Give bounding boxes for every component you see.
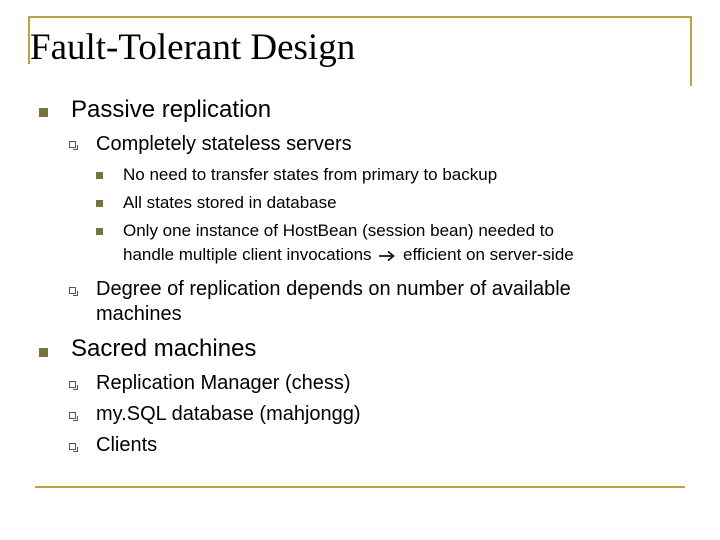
square-bullet-icon [96, 228, 103, 235]
hollow-square-bullet-icon [69, 141, 76, 148]
bullet-states-db: All states stored in database [123, 193, 337, 212]
hollow-square-bullet-icon [69, 443, 76, 450]
bullet-stateless-servers: Completely stateless servers [96, 133, 352, 155]
bullet-degree-line1: Degree of replication depends on number of available [96, 278, 571, 300]
title-frame-top [28, 16, 692, 18]
hollow-square-bullet-icon [69, 287, 76, 294]
bullet-passive-replication: Passive replication [71, 96, 272, 123]
slide-title: Fault-Tolerant Design [30, 27, 356, 68]
bullet-replication-manager: Replication Manager (chess) [96, 372, 351, 394]
bullet-no-transfer: No need to transfer states from primary to backup [123, 165, 498, 184]
hollow-square-bullet-icon [69, 381, 76, 388]
bullet-mysql: my.SQL database (mahjongg) [96, 403, 361, 425]
bullet-hostbean-cont [123, 244, 574, 266]
bullet-sacred-machines: Sacred machines [71, 335, 257, 362]
square-bullet-icon [96, 200, 103, 207]
bullet-degree-line2: machines [96, 303, 182, 325]
square-bullet-icon [39, 108, 48, 117]
right-arrow-icon [378, 250, 396, 262]
title-frame-right [690, 16, 692, 86]
bullet-clients: Clients [96, 434, 158, 456]
bullet-hostbean-text: handle multiple client invocations [123, 245, 372, 264]
bottom-rule [35, 486, 685, 488]
square-bullet-icon [96, 172, 103, 179]
hollow-square-bullet-icon [69, 412, 76, 419]
square-bullet-icon [39, 348, 48, 357]
bullet-hostbean: Only one instance of HostBean (session bean) needed to [123, 221, 554, 240]
bullet-efficient-text: efficient on server-side [403, 245, 574, 264]
